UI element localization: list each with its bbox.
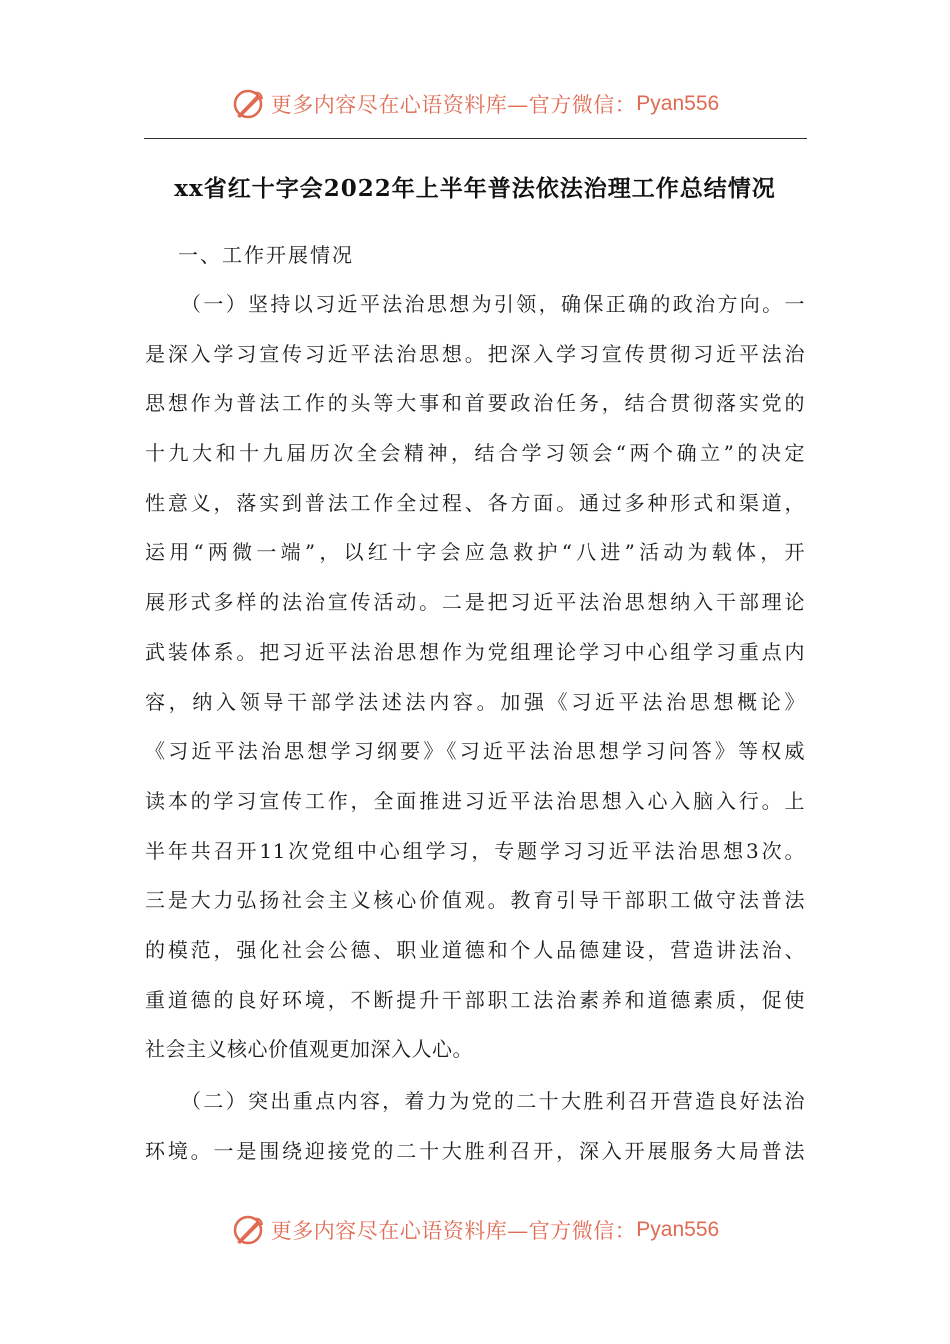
text-line: 《习近平法治思想学习纲要》《习近平法治思想学习问答》等权威 — [145, 739, 805, 764]
text-line: 环境。一是围绕迎接党的二十大胜利召开，深入开展服务大局普法 — [145, 1138, 805, 1163]
text-line: 半年共召开11次党组中心组学习，专题学习习近平法治思想3次。 — [145, 838, 805, 863]
text-line: 三是大力弘扬社会主义核心价值观。教育引导干部职工做守法普法 — [145, 888, 805, 913]
paragraph-1 — [145, 280, 805, 1075]
document-title: xx省红十字会2022年上半年普法依法治理工作总结情况 — [174, 175, 776, 202]
quill-seal-logo-icon — [231, 87, 265, 121]
paragraph-2 — [145, 1077, 805, 1176]
header-watermark-banner — [0, 82, 950, 126]
banner-text: 更多内容尽在心语资料库—官方微信： — [270, 93, 637, 117]
banner-wechat-id: Pyan556 — [636, 92, 720, 115]
footer-watermark-banner — [0, 1208, 950, 1252]
quill-seal-logo-icon — [231, 1213, 265, 1247]
text-line: 社会主义核心价值观更加深入人心。 — [145, 1037, 473, 1062]
text-line: 的模范，强化社会公德、职业道德和个人品德建设，营造讲法治、 — [145, 937, 805, 962]
banner-wechat-id: Pyan556 — [636, 1218, 720, 1241]
text-line: 展形式多样的法治宣传活动。二是把习近平法治思想纳入干部理论 — [145, 590, 805, 615]
text-line: （二）突出重点内容，着力为党的二十大胜利召开营造良好法治 — [181, 1089, 805, 1113]
text-line: 十九大和十九届历次全会精神，结合学习领会“两个确立”的决定 — [145, 441, 805, 466]
section-heading: 一、工作开展情况 — [178, 243, 354, 267]
header-rule — [144, 138, 807, 139]
text-line: 运用“两微一端”，以红十字会应急救护“八进”活动为载体，开 — [145, 540, 805, 565]
text-line: 思想作为普法工作的头等大事和首要政治任务，结合贯彻落实党的 — [145, 391, 805, 416]
text-line: （一）坚持以习近平法治思想为引领，确保正确的政治方向。一 — [181, 292, 805, 316]
text-line: 武装体系。把习近平法治思想作为党组理论学习中心组学习重点内 — [145, 639, 805, 664]
text-line: 重道德的良好环境，不断提升干部职工法治素养和道德素质，促使 — [145, 987, 805, 1012]
banner-text: 更多内容尽在心语资料库—官方微信： — [270, 1219, 637, 1243]
text-line: 是深入学习宣传习近平法治思想。把深入学习宣传贯彻习近平法治 — [145, 341, 805, 366]
text-line: 容，纳入领导干部学法述法内容。加强《习近平法治思想概论》 — [145, 689, 805, 714]
text-line: 性意义，落实到普法工作全过程、各方面。通过多种形式和渠道， — [145, 490, 805, 515]
text-line: 读本的学习宣传工作，全面推进习近平法治思想入心入脑入行。上 — [145, 788, 805, 813]
